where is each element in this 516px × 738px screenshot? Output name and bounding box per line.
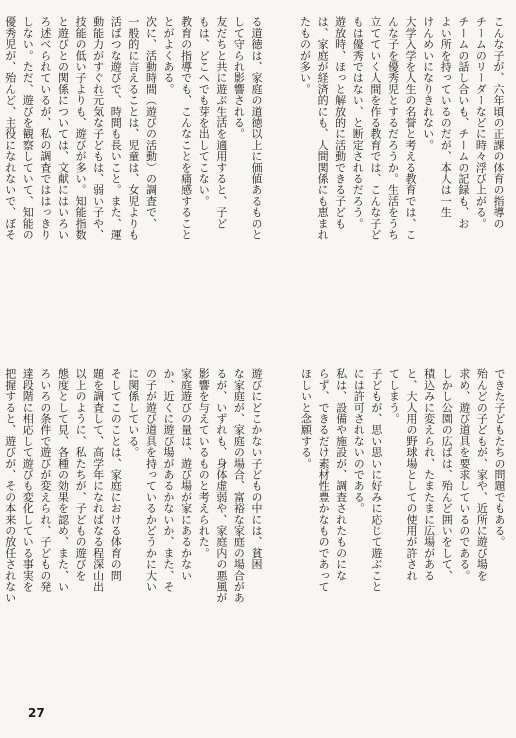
lower-left-text-block [3, 368, 265, 698]
text-line: と遊びとの関係については、文献にはいろい [56, 16, 70, 240]
text-line: に関係している。 [126, 368, 140, 458]
text-line: 家庭遊びの量は、遊び場が家にあるかない [179, 368, 193, 581]
text-line: チームの話し合いも、チームの記録も、お [456, 16, 470, 229]
text-line [0, 368, 1, 698]
text-line: 私は、設備や施設が、調査されたものにな [334, 368, 348, 581]
text-line: には許可されないのである。 [352, 368, 366, 514]
text-line: 殆んどの子どもが、家や、近所に遊び場を [475, 368, 489, 581]
text-line: ろ述べられているが、私の調査でははっきり [38, 16, 52, 240]
text-line: 遊びにどこかない子どもの中には、貧困 [250, 368, 263, 570]
text-line: な家庭が、家庭の場合、富裕な家庭の場合があ [232, 368, 246, 604]
text-line: こんな子が、六年頃の正課の体育の指導の [492, 16, 505, 229]
text-line: 題を調査して、高学年になればなる程深山出 [91, 368, 105, 592]
text-line: の子が遊び道具を持っているかどうかに大い [144, 368, 158, 592]
text-line: 子どもが、思い思いに好みに応じて遊ぶこと [369, 368, 383, 592]
text-line: もは優秀ではない、と断定されるだろう。 [351, 16, 365, 229]
text-line: しない。ただ、遊びを観察していて、知能の [21, 16, 35, 240]
text-line: 求め、遊び道具を要求しているのである。 [457, 368, 471, 581]
text-line: 達段階に相応して遊びも変化している事実を [21, 368, 35, 592]
text-line: 優秀児が、殆んど、主役になれないで、ぼそ [3, 16, 17, 240]
upper-right-text-block [275, 16, 507, 346]
text-line: たものが多い。 [298, 16, 312, 95]
text-line: もは、どこへでも芽を出してこない。 [197, 16, 211, 207]
text-line: できた子どもたちの問題でもある。 [493, 368, 506, 548]
text-line: 友だちと共に遊ぶ生活を適用すると、子ど [214, 16, 228, 229]
text-line: よい所を持っているのだが、本人は一生 [439, 16, 453, 218]
text-line: んな子を優秀児とするだろうか。生活をうち [386, 16, 400, 240]
text-line: らず、できるだけ素材性豊かなものであって [317, 368, 331, 592]
text-line: 大学入学を人生の名誉と考える教育では、こ [404, 16, 418, 240]
upper-left-text-block [3, 16, 265, 346]
text-line: して守られ影響される。 [232, 16, 246, 140]
text-line: 教育の指導でも、こんなことを痛感すること [179, 16, 193, 240]
text-line: 積込みに変えられ、たまたまに広場がある [422, 368, 436, 581]
text-line: は、家庭が経済的にも、人間関係にも恵まれ [316, 16, 330, 240]
text-line [0, 16, 1, 346]
text-line: るが、いずれも、身体虚弱や、家庭内の悪風が [214, 368, 228, 604]
text-line: けんめいになりきれない。 [421, 16, 435, 151]
text-line: 以上のように、私たちが、子どもの遊びを [74, 368, 88, 581]
text-line: る道徳は、家庭の道徳以上に価値あるものと [250, 16, 263, 240]
text-line: 影響を与えているものと考えられた。 [197, 368, 211, 559]
text-line: 次に、活動時間（遊びの活動）の調査で、 [144, 16, 158, 229]
text-line: 一般的に言えることは、児童は、女児よりも [126, 16, 140, 240]
text-line: 動能力がすぐれ元気な子どもは、弱い子や、 [91, 16, 105, 240]
text-line: 立てていく人間を作る教育では、こんな子ど [368, 16, 382, 240]
text-line: ろいろの条件で遊びが変えられ、子どもの発 [38, 368, 52, 592]
text-line: と、大人用の野球場としての使用が許され [405, 368, 419, 581]
text-line: 把握すると、遊びが、その本来の放任されない [3, 368, 17, 604]
text-line: か、近くに遊び場があるかないか、また、そ [162, 368, 176, 592]
page-number: 27 [28, 706, 45, 720]
text-line: とがよくある。 [162, 16, 176, 95]
text-line: 活ぱつな遊びで、時間も長いこと。また、運 [109, 16, 123, 240]
lower-right-text-block [268, 368, 508, 698]
text-line: てしまう。 [387, 368, 401, 424]
text-line: 技能の低い子よりも、遊びが多い。知能指数 [74, 16, 88, 240]
text-line: ほしいと念願する。 [299, 368, 313, 469]
text-line: しかし公園の広ばは、殆んど囲いをして、 [440, 368, 454, 581]
text-line: 態度として見、各種の効果を認め、また、い [56, 368, 70, 592]
text-line: 遊放時、ほっと解放的に活動できる子ども [333, 16, 347, 229]
text-line: チームのリーダーなどに時々浮び上がる。 [474, 16, 488, 229]
text-line: そしてこのことは、家庭における体育の問 [109, 368, 123, 581]
